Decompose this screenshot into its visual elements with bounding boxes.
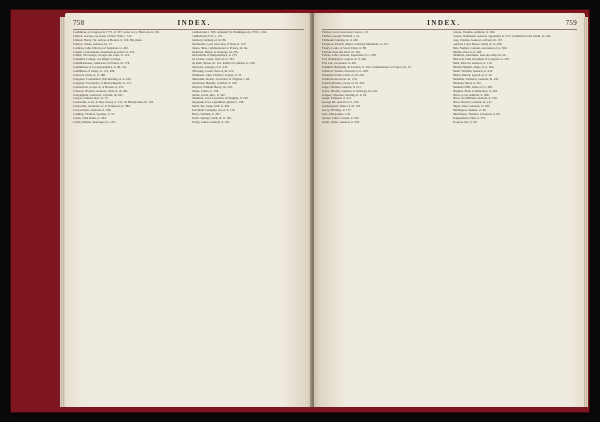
- right-page-number: 759: [565, 19, 577, 27]
- index-entry: D'Estaing, Count, fleet of, iii. 412.: [191, 69, 235, 74]
- index-entry: Cornwallis, Lord, in New Jersey, ii. 412. At Brandywine, iii. 150.: [73, 100, 154, 105]
- index-entry: Dickinson, John, Farmer's Letters, ii. 55.: [191, 72, 242, 77]
- index-entry: Delaware, passage of, ii. 433.: [191, 65, 229, 70]
- page-edge-right: [584, 17, 588, 407]
- index-entry: Hobkirk's Hill, battle of, iv. 309.: [452, 84, 493, 89]
- index-entry: Grant, James, General, ii. 318.: [322, 119, 360, 124]
- left-page-number: 758: [73, 19, 85, 27]
- index-entry: Hamilton, Alexander, aide-de-camp, iii. 24.: [452, 53, 507, 58]
- index-entry: Herkimer, Nicholas, General, iii. 191.: [452, 76, 500, 81]
- index-entry: Duane, James, ii. 156.: [191, 88, 219, 93]
- index-entry: Greene, Nathanael, General, appointed, ii. 213. Command in the South, iv. 242.: [452, 33, 551, 38]
- right-page: [314, 13, 585, 407]
- left-column-1: [73, 31, 186, 401]
- index-entry: Committee of Safety, ii. 174, 208.: [73, 69, 115, 74]
- index-entry: Independence Hall, ii. 272.: [452, 115, 487, 120]
- index-entry: Fairfax, George William, i. 21.: [322, 33, 361, 38]
- index-entry: Fairfax, Lord, Greenway Court, i. 19.: [322, 31, 369, 34]
- index-entry: Iroquois, the, iv. 96.: [452, 119, 478, 124]
- index-entry: Gaspee, schooner, burning of, ii. 93.: [322, 92, 367, 97]
- index-entry: Ellery, William, ii. 281.: [191, 112, 221, 117]
- index-entry: Dunmore, Lord, Governor of Virginia, ii. 199.: [191, 96, 249, 101]
- left-running-title: INDEX.: [177, 19, 211, 27]
- index-entry: Dinwiddie, Robert, Governor of Virginia, i. 68.: [191, 76, 250, 81]
- index-entry: Committee at Congress in 1775, ii. 337. Letter of, to Hancock, ii. 345.: [73, 31, 160, 34]
- index-entry: Conyngham, Gustavus, Captain, iii. 201.: [73, 92, 124, 97]
- index-entry: Hessians, hired, ii. 252.: [452, 80, 482, 85]
- index-entry: Forbes, John, General, expedition of, i. 228.: [322, 53, 377, 58]
- index-entry: Cushing, Thomas, Speaker, ii. 74.: [73, 112, 115, 117]
- index-entry: Cooper, Samuel, Rev., ii. 57.: [73, 96, 109, 101]
- right-running-title: INDEX.: [427, 19, 461, 27]
- index-entry: Cumberland, i. 380. Attended by Washington in 1756, i. 292.: [191, 31, 267, 34]
- index-entry: Harlem Heights, battle of, ii. 364.: [452, 65, 495, 70]
- index-entry: Hale, Nathan, Captain, execution of, ii. 369.: [452, 45, 508, 50]
- index-entry: Franklin, Benjamin, in London, ii. 136. Commissioner to France, iii. 13.: [322, 65, 412, 70]
- index-entry: Howe, Sir William, General, ii. 210.: [452, 96, 498, 101]
- index-entry: Genet, Edmond, iv. 471.: [322, 96, 353, 101]
- right-running-head: [322, 18, 577, 28]
- index-entry: Falmouth, burning of, ii. 240.: [322, 37, 359, 42]
- index-entry: Dutch, the, treaty with, iv. 402.: [191, 104, 230, 109]
- index-entry: Heath, William, General, ii. 216.: [452, 69, 493, 74]
- index-entry: Conway, Thomas, General, cabal of, iii. 281.: [73, 88, 129, 93]
- index-entry: Concord, battle of, ii. 188.: [73, 72, 106, 77]
- index-entry: De Kalb, Baron, iii. 112. Killed at Camden, iv. 236.: [191, 61, 256, 66]
- index-entry: Ewing, James, General, ii. 431.: [191, 119, 231, 124]
- right-column-1: [322, 31, 447, 401]
- index-entry: East India Company, tea of, ii. 116.: [191, 108, 236, 113]
- left-header-rule: [73, 29, 304, 30]
- index-entry: Hand, Edward, General, iv. 110.: [452, 61, 493, 66]
- index-entry: Colden, Cadwallader, lieutenant-governor, ii. 231.: [73, 49, 136, 54]
- index-entry: Hopkins, Esek, Commodore, ii. 263.: [452, 88, 498, 93]
- index-entry: Deane, Silas, commissioner to France, iii. 64.: [191, 45, 248, 50]
- left-column-2: [192, 31, 305, 401]
- right-header-rule: [322, 29, 577, 30]
- index-entry: Dearborn, Henry, at Saratoga, iii. 235.: [191, 49, 239, 54]
- index-entry: Ferguson, Patrick, Major, at King's Mountain, iv. 231.: [322, 41, 389, 46]
- index-entry: Committees of Correspondence, ii. 96, 132.: [73, 65, 128, 70]
- index-entry: Henry, Patrick, speech of, ii. 32.: [452, 72, 493, 77]
- index-entry: Fort Lee, evacuated, ii. 405.: [322, 61, 357, 66]
- index-entry: Fort Washington, capture of, ii. 402.: [322, 57, 367, 62]
- left-page: [65, 13, 312, 407]
- index-entry: Crown Point, captured, ii. 198.: [73, 108, 112, 113]
- index-entry: Cornwallis, surrender of, at Yorktown, iv. 389.: [73, 104, 131, 109]
- index-entry: French Alliance, treaty of, iii. 352.: [322, 80, 365, 85]
- index-entry: Hancock, John, President of Congress, ii. 207.: [452, 57, 510, 62]
- right-column-2: [453, 31, 578, 401]
- index-entry: Dorchester Heights, fortified, ii. 259.: [191, 80, 238, 85]
- index-entry: George III., speech of, ii. 243.: [322, 100, 360, 105]
- left-columns: [73, 31, 304, 401]
- index-entry: Florida, East and West, iii. 391.: [322, 49, 361, 54]
- index-entry: Guilford Court House, battle of, iv. 296.: [452, 41, 503, 46]
- index-entry: Clinton, George, Governor of New York, i. 512.: [73, 33, 133, 38]
- book-cover: [10, 9, 590, 413]
- index-entry: Drayton, William Henry, iii. 318.: [191, 84, 233, 89]
- index-entry: Germantown, battle of, iii. 163.: [322, 104, 362, 109]
- index-entry: De Grasse, Count, fleet of, iv. 334.: [191, 57, 235, 62]
- index-entry: Gist, Christopher, i. 81.: [322, 112, 352, 117]
- index-entry: Custis, John Parke, iv. 393.: [73, 115, 107, 120]
- index-entry: Eutaw Springs, battle of, iv. 361.: [191, 115, 233, 120]
- index-entry: Clinton, Henry, Sir, arrives at Boston, ii. 210. His plans.: [73, 37, 143, 42]
- index-entry: Cumberland, Fort, i. 131.: [191, 33, 223, 38]
- index-entry: Fleury, Louis, at Stony Point, iv. 88.: [322, 45, 367, 50]
- index-entry: Duché, Jacob, Rev., ii. 162.: [191, 92, 226, 97]
- index-entry: Glover, John, Colonel, ii. 332.: [322, 115, 360, 120]
- index-entry: Collier, Sir George, ravages the coast, iv. 114.: [73, 53, 130, 58]
- index-entry: Grey, Charles, General, at Paoli, iii. 157.: [452, 37, 503, 42]
- index-entry: Congress, Provincial, of Massachusetts, ii. 171.: [73, 80, 132, 85]
- index-entry: Fraunces' Tavern, farewell at, iv. 458.: [322, 69, 369, 74]
- index-entry: Howe, Lord, Admiral, ii. 296.: [452, 92, 490, 97]
- index-entry: Huntington, Samuel, iv. 82.: [452, 108, 487, 113]
- index-entry: Freeman's Farm, battle of, iii. 232.: [322, 72, 365, 77]
- index-entry: Hutchinson, Thomas, Governor, ii. 83.: [452, 112, 501, 117]
- index-entry: Custis, Martha, marriage of, i. 221.: [73, 119, 117, 124]
- index-entry: Commissioners, American, in France, iii. 178.: [73, 61, 131, 66]
- index-entry: Duquesne, Fort, expedition against, i. 198.: [191, 100, 245, 105]
- index-entry: Halifax, fleet at, ii. 290.: [452, 49, 483, 54]
- left-running-head: [73, 18, 304, 28]
- index-entry: Graves, Thomas, Admiral, iv. 364.: [452, 31, 496, 34]
- index-entry: Congress, Continental, first meeting of, ii. 160.: [73, 76, 132, 81]
- right-columns: [322, 31, 577, 401]
- index-entry: Frederick the Great, iii. 176.: [322, 76, 358, 81]
- index-entry: Gerry, Elbridge, ii. 177.: [322, 108, 352, 113]
- index-entry: Declaration of Independence, ii. 275.: [191, 53, 238, 58]
- index-entry: Connecticut, troops of, at Boston, ii. 252.: [73, 84, 125, 89]
- index-entry: Gates, Horatio, General, at Saratoga, iii. 232.: [322, 88, 378, 93]
- index-entry: Danbury, burning of, iii. 80.: [191, 37, 227, 42]
- index-entry: Dartmouth, Lord, Secretary of State, ii. 103.: [191, 41, 247, 46]
- index-entry: Cochran, John, Director of hospitals, iv. 202.: [73, 45, 129, 50]
- index-entry: Huger, Isaac, General, iv. 283.: [452, 104, 491, 109]
- index-entry: Clinton, James, General, iii. 17.: [73, 41, 113, 46]
- index-entry: Gage, Thomas, General, ii. 151.: [322, 84, 362, 89]
- index-entry: Columbia College, see King's College.: [73, 57, 121, 62]
- index-entry: Howe, Robert, General, iii. 417.: [452, 100, 493, 105]
